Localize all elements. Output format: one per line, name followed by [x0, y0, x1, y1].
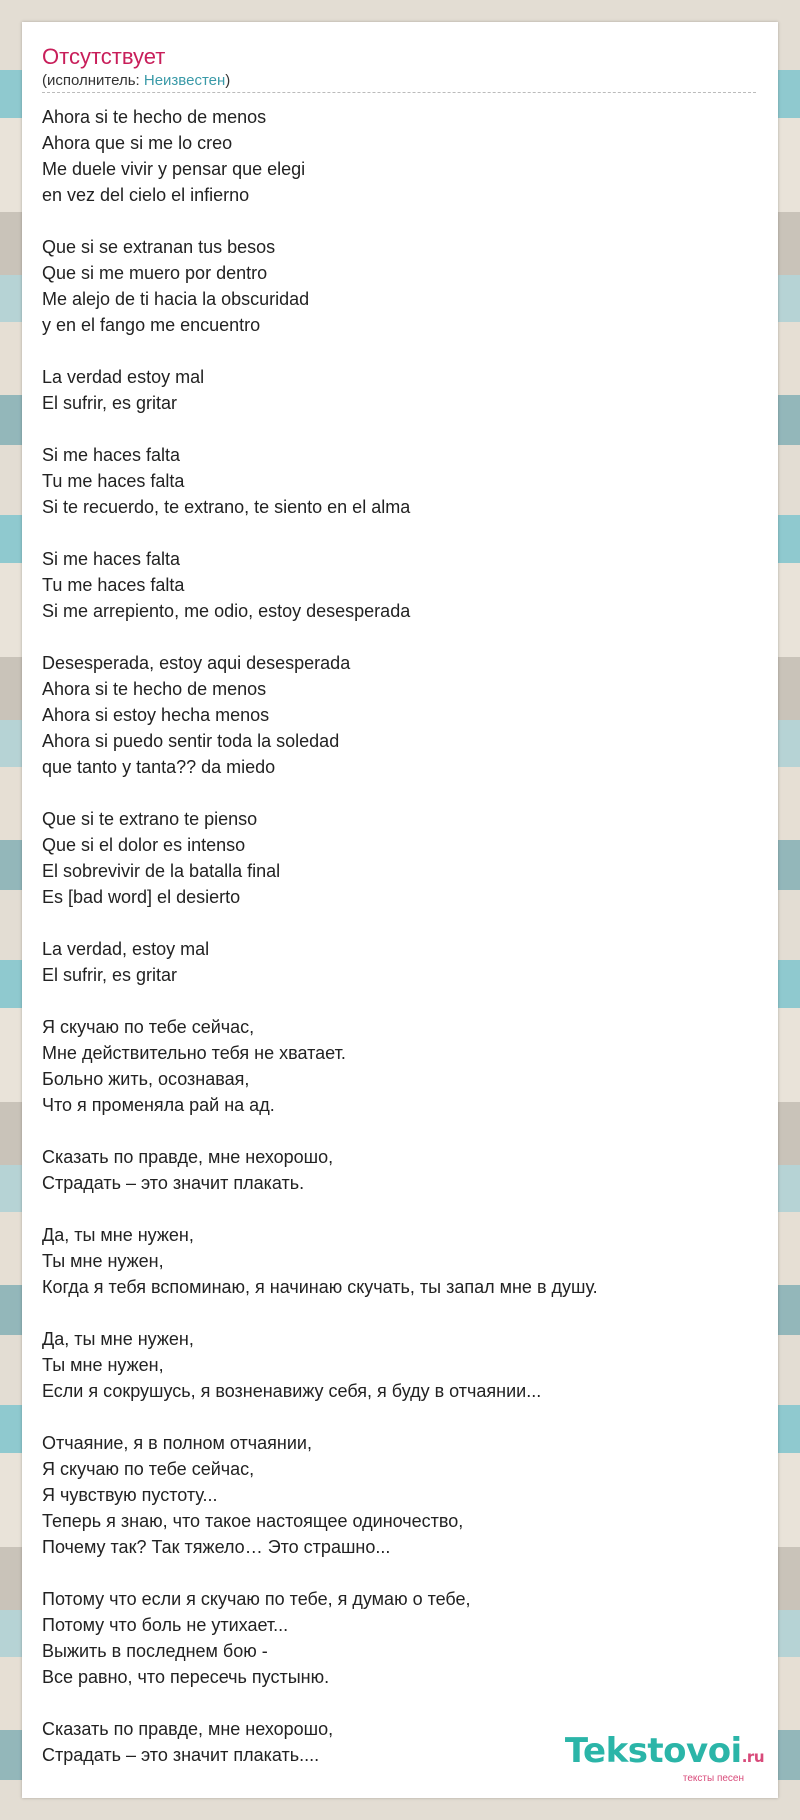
lyric-line: Tu me haces falta [42, 575, 185, 595]
lyric-line: Me duele vivir y pensar que elegi [42, 159, 306, 179]
lyrics-stanza [42, 234, 758, 338]
artist-link[interactable]: Неизвестен [143, 72, 226, 89]
lyrics-stanza [42, 1014, 758, 1118]
lyric-line: Теперь я знаю, что такое настоящее одиночество, [42, 1511, 464, 1531]
lyric-line: Ahora que si me lo creo [42, 133, 233, 153]
lyric-line: Es [bad word] el desierto [42, 887, 241, 907]
lyric-line: La verdad, estoy mal [42, 939, 210, 959]
lyrics-stanza [42, 1326, 758, 1404]
lyric-line: La verdad estoy mal [42, 367, 205, 387]
lyric-line: Me alejo de ti hacia la obscuridad [42, 289, 310, 309]
lyric-line: El sufrir, es gritar [42, 393, 178, 413]
lyric-line: Почему так? Так тяжело… Это страшно... [42, 1537, 391, 1557]
byline-prefix: (исполнитель: [42, 72, 144, 89]
lyric-line: Si me haces falta [42, 549, 181, 569]
lyrics-stanza [42, 806, 758, 910]
lyric-line: Больно жить, осознавая, [42, 1069, 250, 1089]
lyric-line: Que si te extrano te pienso [42, 809, 258, 829]
lyrics-text [42, 104, 758, 1794]
lyric-line: Отчаяние, я в полном отчаянии, [42, 1433, 312, 1453]
lyric-line: El sobrevivir de la batalla final [42, 861, 281, 881]
lyric-line: Ты мне нужен, [42, 1251, 164, 1271]
lyric-line: Я скучаю по тебе сейчас, [42, 1459, 255, 1479]
lyrics-stanza [42, 546, 758, 624]
lyric-line: Ahora si te hecho de menos [42, 107, 267, 127]
lyrics-card [22, 22, 778, 1798]
lyrics-stanza [42, 1144, 758, 1196]
lyrics-stanza [42, 1430, 758, 1560]
lyrics-stanza [42, 104, 758, 208]
lyric-line: Ahora si puedo sentir toda la soledad [42, 731, 340, 751]
lyrics-stanza [42, 442, 758, 520]
lyric-line: Que si me muero por dentro [42, 263, 268, 283]
lyric-line: Si me haces falta [42, 445, 181, 465]
lyrics-stanza [42, 936, 758, 988]
lyric-line: Мне действительно тебя не хватает. [42, 1043, 346, 1063]
title-divider [42, 92, 756, 93]
lyric-line: Ahora si estoy hecha menos [42, 705, 270, 725]
lyric-line: Сказать по правде, мне нехорошо, [42, 1147, 334, 1167]
lyric-line: Выжить в последнем бою - [42, 1641, 268, 1661]
lyric-line: Да, ты мне нужен, [42, 1225, 194, 1245]
lyric-line: Потому что боль не утихает... [42, 1615, 289, 1635]
lyric-line: Страдать – это значит плакать. [42, 1173, 305, 1193]
lyric-line: Si te recuerdo, te extrano, te siento en el alma [42, 497, 411, 517]
lyric-line: y en el fango me encuentro [42, 315, 261, 335]
logo-tld: .ru [741, 1748, 764, 1766]
lyric-line: Страдать – это значит плакать.... [42, 1745, 320, 1765]
artist-byline [42, 72, 230, 89]
lyric-line: Что я променяла рай на ад. [42, 1095, 275, 1115]
lyrics-stanza [42, 364, 758, 416]
song-title: Отсутствует [42, 44, 166, 69]
lyric-line: Si me arrepiento, me odio, estoy desesperada [42, 601, 411, 621]
lyric-line: El sufrir, es gritar [42, 965, 178, 985]
lyric-line: Я скучаю по тебе сейчас, [42, 1017, 255, 1037]
lyric-line: Потому что если я скучаю по тебе, я думаю о тебе, [42, 1589, 471, 1609]
lyric-line: Ahora si te hecho de menos [42, 679, 267, 699]
lyric-line: que tanto y tanta?? da miedo [42, 757, 276, 777]
lyric-line: Ты мне нужен, [42, 1355, 164, 1375]
lyric-line: Когда я тебя вспоминаю, я начинаю скучать, ты запал мне в душу. [42, 1277, 598, 1297]
logo-tagline: тексты песен [682, 1773, 744, 1784]
lyrics-stanza [42, 1586, 758, 1690]
lyric-line: en vez del cielo el infierno [42, 185, 250, 205]
lyric-line: Сказать по правде, мне нехорошо, [42, 1719, 334, 1739]
lyric-line: Desesperada, estoy aqui desesperada [42, 653, 351, 673]
lyrics-stanza [42, 1222, 758, 1300]
lyric-line: Que si el dolor es intenso [42, 835, 246, 855]
lyric-line: Если я сокрушусь, я возненавижу себя, я буду в отчаянии... [42, 1381, 542, 1401]
lyric-line: Tu me haces falta [42, 471, 185, 491]
site-logo[interactable] [564, 1731, 764, 1784]
lyric-line: Que si se extranan tus besos [42, 237, 276, 257]
lyrics-stanza [42, 650, 758, 780]
lyric-line: Все равно, что пересечь пустыню. [42, 1667, 330, 1687]
lyric-line: Да, ты мне нужен, [42, 1329, 194, 1349]
byline-suffix: ) [225, 72, 231, 89]
logo-name: Tekstovoi [564, 1731, 742, 1771]
lyric-line: Я чувствую пустоту... [42, 1485, 218, 1505]
